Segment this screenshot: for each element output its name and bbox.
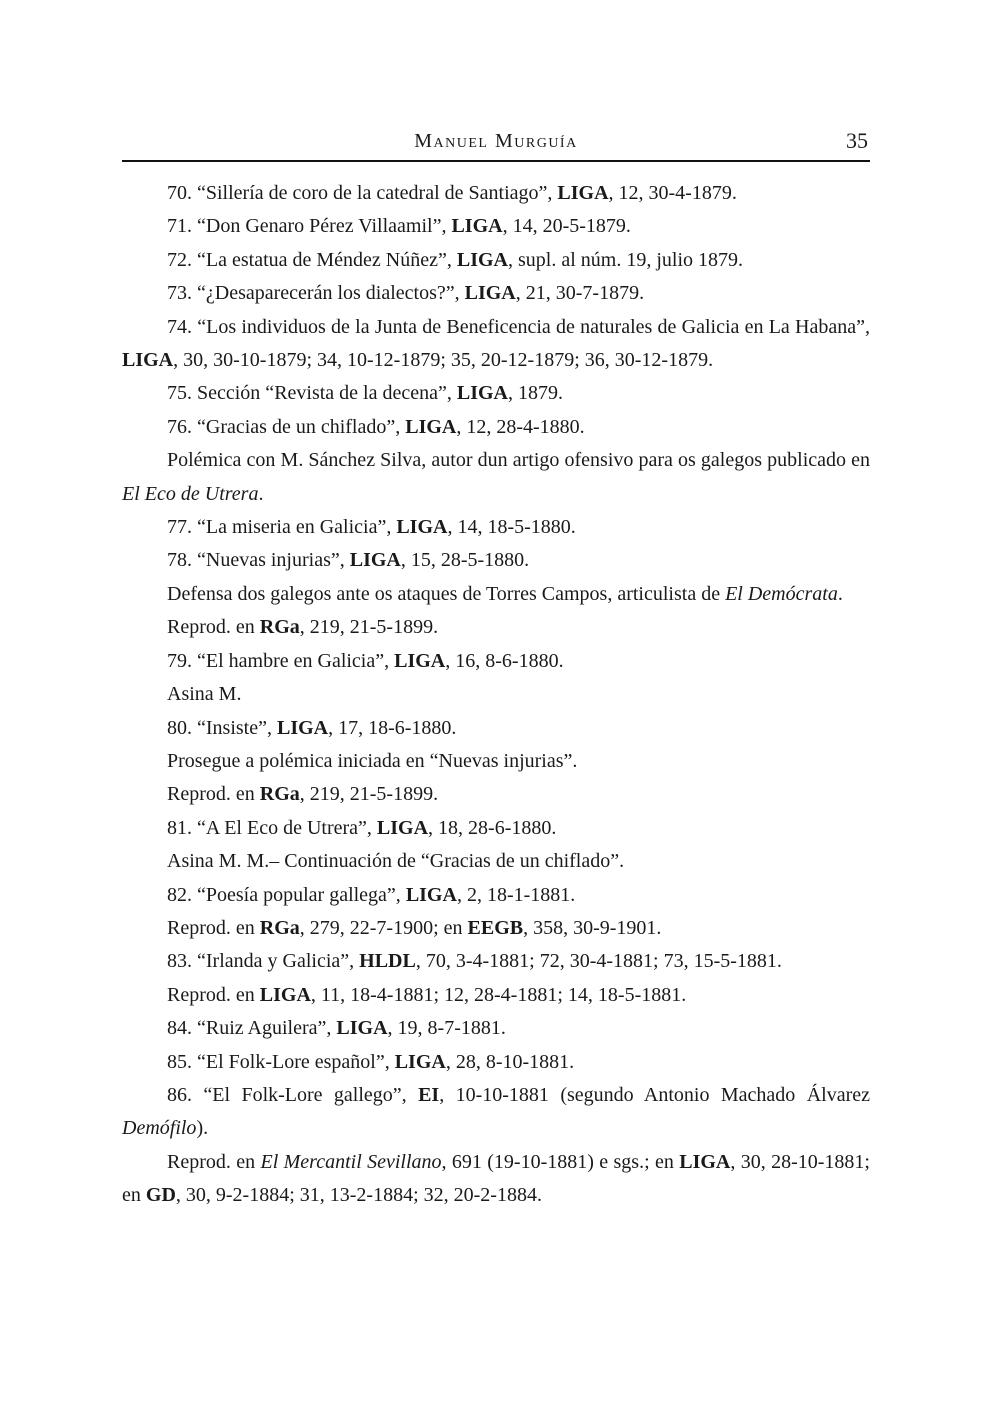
- body-text: , 11, 18-4-1881; 12, 28-4-1881; 14, 18-5-1881.: [310, 983, 687, 1006]
- body-text: , 30, 30-10-1879; 34, 10-12-1879; 35, 20-12-1879; 36, 30-12-1879.: [173, 349, 714, 372]
- publication-abbrev: GD: [145, 1184, 176, 1207]
- bibliography-paragraph: [122, 244, 870, 277]
- body-text: , 21, 30-7-1879.: [515, 282, 645, 305]
- body-text: , 15, 28-5-1880.: [400, 549, 530, 572]
- bibliography-paragraph: [122, 678, 870, 711]
- body-text: , 30, 9-2-1884; 31, 13-2-1884; 32, 20-2-1884.: [175, 1184, 542, 1207]
- bibliography-paragraph: [122, 411, 870, 444]
- bibliography-paragraph: [122, 544, 870, 577]
- publication-abbrev: LIGA: [349, 549, 401, 572]
- publication-abbrev: LIGA: [336, 1017, 388, 1040]
- bibliography-paragraph: [122, 1046, 870, 1079]
- body-text: 82. “Poesía popular gallega”,: [167, 883, 406, 906]
- body-text: , 10-10-1881 (segundo Antonio Machado Álvarez: [439, 1083, 870, 1106]
- publication-abbrev: EI: [418, 1083, 440, 1106]
- body-text: , 14, 20-5-1879.: [502, 215, 631, 238]
- body-text: , supl. al núm. 19, julio 1879.: [508, 248, 743, 271]
- publication-abbrev: LIGA: [679, 1150, 731, 1173]
- body-text: 79. “El hambre en Galicia”,: [167, 649, 395, 672]
- body-text: ).: [196, 1117, 209, 1140]
- work-title-italic: El Eco de Utrera: [122, 482, 259, 505]
- body-text: 73. “¿Desaparecerán los dialectos?”,: [167, 282, 465, 305]
- body-text: Reprod. en: [167, 916, 260, 939]
- body-text: , 70, 3-4-1881; 72, 30-4-1881; 73, 15-5-1881.: [415, 950, 782, 973]
- body-text: 85. “El Folk-Lore español”,: [167, 1050, 395, 1073]
- publication-abbrev: LIGA: [394, 649, 446, 672]
- body-text: Reprod. en: [167, 1150, 261, 1173]
- body-text: 81. “A El Eco de Utrera”,: [167, 816, 377, 839]
- running-title: Manuel Murguía: [414, 130, 578, 152]
- publication-abbrev: LIGA: [456, 382, 508, 405]
- bibliography-paragraph: [122, 611, 870, 644]
- bibliography-paragraph: [122, 712, 870, 745]
- publication-abbrev: LIGA: [405, 883, 457, 906]
- publication-abbrev: LIGA: [451, 215, 503, 238]
- body-text: .: [837, 582, 843, 605]
- bibliography-paragraph: [122, 511, 870, 544]
- body-text: Reprod. en: [167, 616, 260, 639]
- body-text: , 17, 18-6-1880.: [328, 716, 457, 739]
- bibliography-paragraph: [122, 1079, 870, 1146]
- body-text: , 2, 18-1-1881.: [456, 883, 576, 906]
- bibliography-paragraph: [122, 645, 870, 678]
- body-text: 70. “Sillería de coro de la catedral de Santiago”,: [167, 182, 558, 204]
- text-block: [122, 128, 870, 1213]
- bibliography-paragraph: [122, 277, 870, 310]
- publication-abbrev: RGa: [259, 616, 300, 639]
- bibliography-paragraph: [122, 845, 870, 878]
- body-text: 78. “Nuevas injurias”,: [167, 549, 350, 572]
- bibliography-paragraph: [122, 745, 870, 778]
- publication-abbrev: LIGA: [394, 1050, 446, 1073]
- body-text: , 14, 18-5-1880.: [447, 516, 576, 539]
- work-title-italic: Demófilo: [122, 1117, 197, 1140]
- body-text: 83. “Irlanda y Galicia”,: [167, 950, 360, 973]
- bibliography-paragraph: [122, 778, 870, 811]
- page-number: 35: [846, 128, 868, 153]
- body-text: 77. “La miseria en Galicia”,: [167, 516, 397, 539]
- publication-abbrev: LIGA: [396, 516, 448, 539]
- publication-abbrev: RGa: [259, 916, 300, 939]
- publication-abbrev: LIGA: [405, 415, 457, 438]
- bibliography-paragraph: [122, 177, 870, 210]
- body-text: , 30, 28-10-1881; en: [122, 1150, 870, 1207]
- bibliography-paragraph: [122, 812, 870, 845]
- body-text: .: [258, 482, 264, 505]
- bibliography-paragraph: [122, 1012, 870, 1045]
- publication-abbrev: LIGA: [464, 282, 516, 305]
- publication-abbrev: EEGB: [467, 916, 524, 939]
- body-text: , 28, 8-10-1881.: [445, 1050, 575, 1073]
- body-text: , 16, 8-6-1880.: [445, 649, 564, 672]
- bibliography-paragraph: [122, 945, 870, 978]
- body-text: , 12, 28-4-1880.: [456, 415, 585, 438]
- page-body: [122, 177, 870, 1213]
- body-text: , 219, 21-5-1899.: [299, 783, 439, 806]
- body-text: Polémica con M. Sánchez Silva, autor dun artigo ofensivo para os galegos publicado en: [167, 449, 870, 472]
- body-text: 86. “El Folk-Lore gallego”,: [167, 1083, 419, 1106]
- bibliography-paragraph: [122, 210, 870, 243]
- body-text: Reprod. en: [167, 983, 260, 1006]
- bibliography-paragraph: [122, 578, 870, 611]
- work-title-italic: El Mercantil Sevillano: [260, 1150, 442, 1173]
- body-text: , 219, 21-5-1899.: [299, 616, 439, 639]
- body-text: 72. “La estatua de Méndez Núñez”,: [167, 248, 457, 271]
- body-text: Prosegue a polémica iniciada en “Nuevas injurias”.: [167, 749, 578, 772]
- body-text: , 19, 8-7-1881.: [387, 1017, 506, 1040]
- body-text: , 18, 28-6-1880.: [428, 816, 557, 839]
- body-text: 74. “Los individuos de la Junta de Beneficencia de naturales de Galicia en La Habana”,: [167, 315, 870, 338]
- body-text: , 358, 30-9-1901.: [523, 916, 662, 939]
- body-text: 84. “Ruiz Aguilera”,: [167, 1017, 337, 1040]
- publication-abbrev: RGa: [259, 783, 300, 806]
- body-text: 75. Sección “Revista de la decena”,: [167, 382, 457, 405]
- publication-abbrev: LIGA: [276, 716, 329, 739]
- body-text: , 12, 30-4-1879.: [608, 182, 737, 204]
- body-text: 71. “Don Genaro Pérez Villaamil”,: [167, 215, 452, 238]
- work-title-italic: El Demócrata: [725, 582, 838, 605]
- body-text: , 691 (19-10-1881) e sgs.; en: [441, 1150, 680, 1173]
- publication-abbrev: LIGA: [557, 182, 609, 204]
- bibliography-paragraph: [122, 377, 870, 410]
- body-text: , 279, 22-7-1900; en: [299, 916, 468, 939]
- publication-abbrev: HLDL: [359, 950, 416, 973]
- bibliography-paragraph: [122, 444, 870, 511]
- bibliography-paragraph: [122, 879, 870, 912]
- body-text: Asina M. M.– Continuación de “Gracias de un chiflado”.: [167, 850, 625, 873]
- publication-abbrev: LIGA: [376, 816, 429, 839]
- body-text: Asina M.: [167, 683, 242, 706]
- publication-abbrev: LIGA: [122, 349, 174, 372]
- body-text: 80. “Insiste”,: [167, 716, 277, 739]
- bibliography-paragraph: [122, 311, 870, 378]
- running-head: [122, 128, 870, 162]
- bibliography-paragraph: [122, 1146, 870, 1213]
- body-text: Reprod. en: [167, 783, 260, 806]
- bibliography-paragraph: [122, 912, 870, 945]
- body-text: Defensa dos galegos ante os ataques de Torres Campos, articulista de: [167, 582, 726, 605]
- body-text: 76. “Gracias de un chiflado”,: [167, 415, 406, 438]
- body-text: , 1879.: [508, 382, 563, 405]
- publication-abbrev: LIGA: [456, 248, 508, 271]
- publication-abbrev: LIGA: [259, 983, 311, 1006]
- bibliography-paragraph: [122, 979, 870, 1012]
